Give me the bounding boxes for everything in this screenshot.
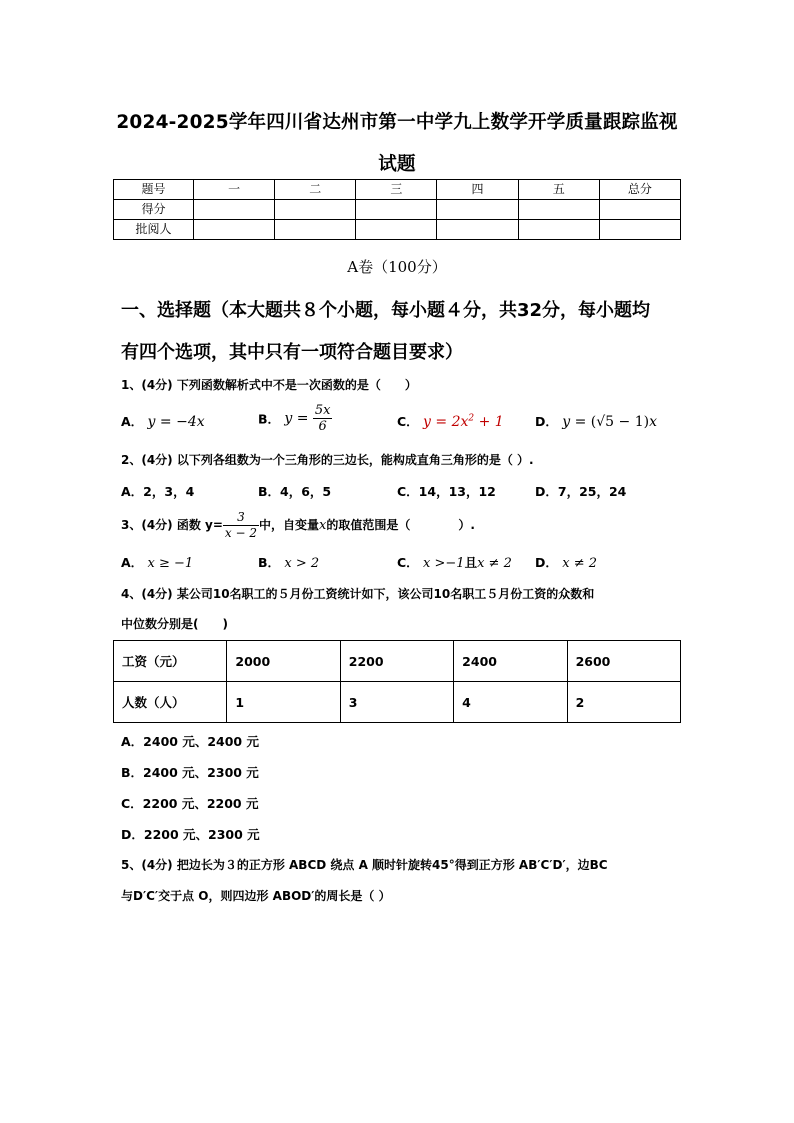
wage-cell: 2 — [567, 682, 680, 723]
score-cell[interactable] — [275, 220, 356, 240]
q3-d-expression: x ≠ 2 — [562, 556, 598, 571]
q3-stem-post: 的取值范围是（ ）. — [326, 518, 475, 532]
score-cell[interactable] — [275, 200, 356, 220]
q1-b-lhs: y = — [284, 410, 309, 427]
q5-stem-line2: 与D′C′交于点 O，则四边形 ABOD′的周长是（ ） — [121, 889, 391, 903]
score-cell[interactable] — [437, 200, 518, 220]
q4-option-c: C．2200 元、2200 元 — [121, 796, 259, 811]
option-label: B． — [258, 411, 281, 427]
score-cell[interactable] — [518, 220, 599, 240]
q1-c-exponent: 2 — [468, 413, 475, 424]
q2-option-b: B．4，6，5 — [258, 484, 332, 499]
q1-d-inner: (√5 − 1) — [590, 414, 650, 430]
score-cell[interactable] — [437, 220, 518, 240]
score-table-header-row — [114, 180, 681, 200]
score-header-cell: 二 — [275, 180, 356, 200]
q4-option-b: B．2400 元、2300 元 — [121, 765, 259, 780]
score-cell[interactable] — [194, 200, 275, 220]
q2-option-c: C．14，13，12 — [397, 484, 496, 499]
score-header-cell: 四 — [437, 180, 518, 200]
score-row-label: 得分 — [114, 200, 194, 220]
q3-c-expression-1: x >−1 — [423, 556, 465, 571]
wage-cell: 人数（人） — [114, 682, 227, 723]
fraction-numerator: 3 — [223, 510, 259, 526]
q3-c-expression-2: x ≠ 2 — [477, 556, 512, 571]
q1-d-lhs: y = — [562, 414, 587, 430]
volume-heading: A卷（100分） — [347, 258, 447, 276]
wage-header-cell: 2000 — [227, 641, 340, 682]
q1-d-rhs: x — [649, 414, 657, 430]
score-header-cell: 总分 — [599, 180, 680, 200]
q1-d-expression — [562, 414, 657, 430]
fraction-denominator: x − 2 — [224, 526, 257, 540]
q3-b-expression: x > 2 — [284, 556, 320, 571]
score-header-cell: 题号 — [114, 180, 194, 200]
q4-stem-line2: 中位数分别是( ) — [121, 617, 228, 631]
wage-header-cell: 2400 — [454, 641, 567, 682]
option-label: B． — [258, 555, 281, 570]
option-label: A． — [121, 555, 144, 570]
score-cell[interactable] — [356, 200, 437, 220]
wage-table-header-row — [114, 641, 681, 682]
q4-option-d: D．2200 元、2300 元 — [121, 827, 260, 842]
q3-option-d — [535, 553, 597, 571]
option-label: D． — [535, 555, 558, 570]
q3-stem — [121, 506, 475, 544]
q1-option-d — [535, 412, 657, 430]
q4-option-a: A．2400 元、2400 元 — [121, 734, 259, 749]
score-table — [113, 179, 681, 240]
option-label: C． — [397, 555, 419, 570]
score-cell[interactable] — [356, 220, 437, 240]
q1-stem: 1、(4分) 下列函数解析式中不是一次函数的是（ ） — [121, 378, 417, 392]
q1-c-lhs: y = 2x — [423, 414, 469, 430]
score-row-piyueren — [114, 220, 681, 240]
score-row-label: 批阅人 — [114, 220, 194, 240]
q1-b-fraction — [313, 403, 333, 434]
fraction-denominator: 6 — [318, 419, 327, 434]
score-cell[interactable] — [599, 220, 680, 240]
wage-table — [113, 640, 681, 723]
q3-a-expression: x ≥ −1 — [147, 556, 194, 571]
wage-table-row — [114, 682, 681, 723]
fraction-numerator: 5x — [314, 403, 331, 418]
q3-option-b — [258, 553, 319, 571]
q2-option-d: D．7，25，24 — [535, 484, 627, 499]
wage-header-cell: 2200 — [340, 641, 453, 682]
score-header-cell: 五 — [518, 180, 599, 200]
option-label: A． — [121, 414, 144, 429]
section1-heading-line1: 一、选择题（本大题共８个小题，每小题４分，共32分，每小题均 — [121, 300, 651, 321]
q1-c-rhs: + 1 — [474, 414, 504, 430]
q1-a-expression: y = −4x — [147, 414, 205, 430]
score-cell[interactable] — [518, 200, 599, 220]
q3-fraction — [223, 510, 259, 541]
q3-option-a — [121, 553, 193, 571]
q1-options — [121, 403, 681, 441]
wage-cell: 3 — [340, 682, 453, 723]
q3-c-and: 且 — [464, 555, 478, 570]
q2-stem: 2、(4分) 以下列各组数为一个三角形的三边长，能构成直角三角形的是（ ）. — [121, 453, 534, 467]
score-cell[interactable] — [194, 220, 275, 240]
q5-stem-line1: 5、(4分) 把边长为３的正方形 ABCD 绕点 A 顺时针旋转45°得到正方形 AB′C′D′，边BC — [121, 858, 608, 872]
q1-c-expression — [423, 414, 504, 430]
document-title-line1: 2024-2025学年四川省达州市第一中学九上数学开学质量跟踪监视 — [116, 112, 678, 133]
q2-option-a: A．2，3，4 — [121, 484, 195, 499]
q3-stem-mid: 中，自变量 — [259, 518, 320, 532]
wage-cell: 4 — [454, 682, 567, 723]
wage-cell: 1 — [227, 682, 340, 723]
q4-stem-line1: 4、(4分) 某公司10名职工的５月份工资统计如下，该公司10名职工５月份工资的众数和 — [121, 587, 595, 601]
wage-header-cell: 2600 — [567, 641, 680, 682]
q1-option-b — [258, 403, 332, 434]
q1-option-c — [397, 412, 504, 430]
q3-stem-pre: 3、(4分) 函数 y= — [121, 518, 223, 532]
document-title-line2: 试题 — [378, 154, 416, 175]
score-cell[interactable] — [599, 200, 680, 220]
option-label: C． — [397, 414, 419, 429]
option-label: D． — [535, 414, 558, 429]
section1-heading-line2: 有四个选项，其中只有一项符合题目要求） — [121, 342, 463, 363]
q3-option-c — [397, 553, 512, 571]
q1-option-a — [121, 412, 205, 430]
score-row-defen — [114, 200, 681, 220]
q3-stem-var: x — [319, 518, 327, 533]
score-header-cell: 一 — [194, 180, 275, 200]
wage-header-cell: 工资（元） — [114, 641, 227, 682]
score-header-cell: 三 — [356, 180, 437, 200]
